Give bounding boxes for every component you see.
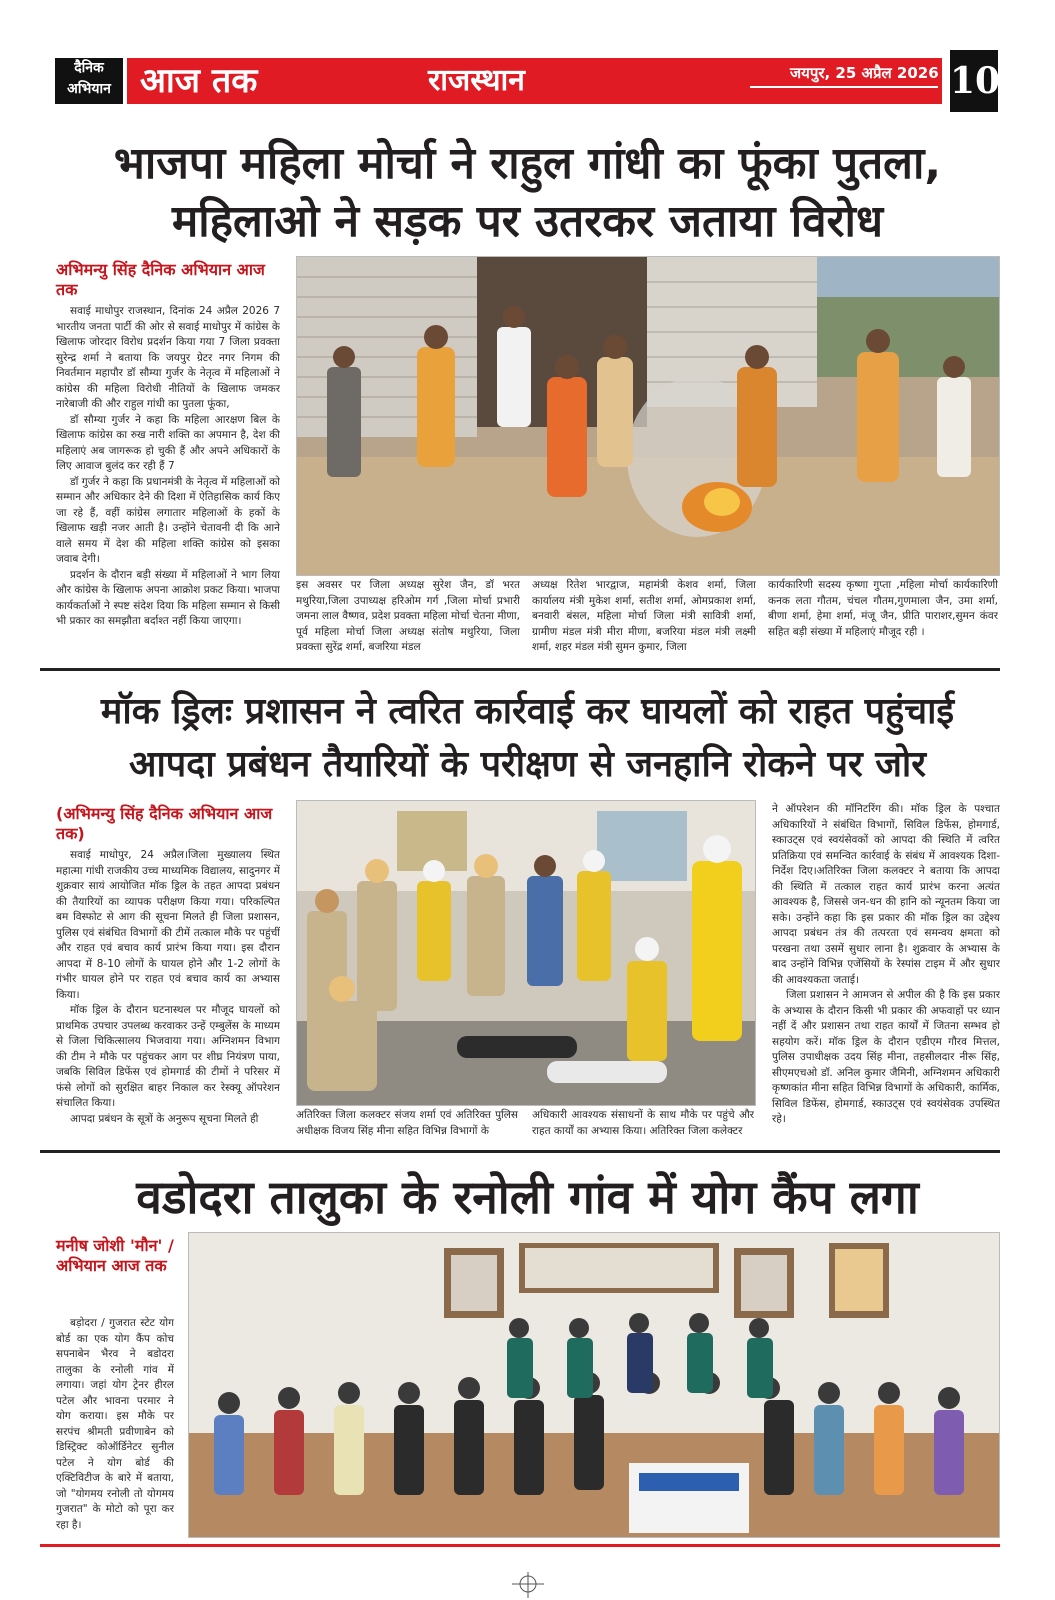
story1-headline-1: भाजपा महिला मोर्चा ने राहुल गांधी का फूंका पुतला, <box>113 138 942 189</box>
section-divider <box>40 668 1000 671</box>
section-title: राजस्थान <box>428 63 525 98</box>
story1-body <box>56 304 280 654</box>
story2-caption-b: अधिकारी आवश्यक संसाधनों के साथ मौके पर पहुंचे और राहत कार्यों का अभ्यास किया। अतिरिक्त जिला कलेक्टर <box>532 1109 754 1137</box>
story2-body <box>56 848 280 1141</box>
story3-para: बड़ोदरा / गुजरात स्टेट योग बोर्ड का एक योग कैंप कोच सपनाबेन भैरव ने बडोदरा तालुका के रनोली गांव में लगाया। जहां योग ट्रेनर हीरल पटेल और भावना परमार ने योग कराया। इस मौके पर सरपंच श्रीमती प्रवीणाबेन को डिस्ट्रिक्ट कोऑर्डिनेटर सुनील पटेल ने योग बोर्ड की एक्टिविटीज के बारे में बताया, जो "योगमय रनोली तो योगमय गुजरात" के मोटो को पूरा कर रहा है। <box>56 1317 174 1531</box>
story1-headline-2: महिलाओ ने सड़क पर उतरकर जताया विरोध <box>171 196 884 247</box>
crop-mark-icon <box>512 1568 544 1600</box>
dateline: जयपुर, 25 अप्रैल 2026 <box>790 64 939 82</box>
story2-headline-1: मॉक ड्रिलः प्रशासन ने त्वरित कार्रवाई कर घायलों को राहत पहुंचाई <box>100 691 955 732</box>
mock-drill-photo <box>296 800 756 1106</box>
paper-brand: आज तक <box>140 61 258 101</box>
story3-body <box>56 1316 174 1536</box>
story1-col-4: कार्यकारिणी सदस्य कृष्णा गुप्ता ,महिला मोर्चा कार्यकारिणी कनक लता गौतम, चंचल गौतम,गुणमाला जैन, उमा शर्मा, बीणा शर्मा, हेमा शर्मा, मंजू जैन, प्रीति पाराशर,सुमन कंवर सहित बड़ी संख्या में महिलाएं मौजूद रही । <box>768 579 998 638</box>
yoga-camp-photo <box>188 1232 1000 1538</box>
story2-para: सवाई माधोपुर, 24 अप्रैल।जिला मुख्यालय स्थित महात्मा गांधी राजकीय उच्च माध्यमिक विद्यालय, सादुनगर में शुक्रवार सायं आयोजित मॉक ड्रिल के तहत आपदा प्रबंधन की तैयारियों का व्यापक परीक्षण किया गया। परिकल्पित बम विस्फोट से आग की सूचना मिलते ही जिला प्रशासन, पुलिस एवं संबंधित विभागों की टीमें तत्काल मौके पर पहुंचीं और राहत एवं बचाव कार्य प्रारंभ किया गया। इस दौरान आपदा में 8-10 लोगों के घायल होने और 1-2 लोगों के गंभीर घायल होने पर राहत एवं बचाव कार्य का अभ्यास किया। <box>56 849 280 1001</box>
protest-photo <box>296 256 1000 576</box>
story1-para: डॉ गुर्जर ने कहा कि प्रधानमंत्री के नेतृत्व में महिलाओं को सम्मान और अधिकार देने की दिशा में ऐतिहासिक कार्य किए जा रहे हैं, वहीं कांग्रेस लगातार महिलाओं के हकों के खिलाफ खड़ी नजर आती है। उन्होंने चेतावनी दी कि आने वाले समय में देश की महिला शक्ति कांग्रेस को इसका जवाब देगी। <box>56 475 280 565</box>
story3-headline: वडोदरा तालुका के रनोली गांव में योग कैंप लगा <box>136 1170 919 1224</box>
story2-right-para: ने ऑपरेशन की मॉनिटरिंग की। मॉक ड्रिल के पश्चात अधिकारियों ने संबंधित विभागों, सिविल डिफेंस, होमगार्ड, स्काउट्स एवं स्वयंसेवकों को आपदा की स्थिति में त्वरित प्रतिक्रिया एवं समन्वित कार्रवाई के संबंध में आवश्यक दिशा-निर्देश दिए।अतिरिक्त जिला कलक्टर ने बताया कि आपदा की स्थिति में तत्काल राहत कार्य प्रारंभ करना अत्यंत आवश्यक है, जिससे जन-धन की हानि को न्यूनतम किया जा सके। उन्होंने कहा कि इस प्रकार की मॉक ड्रिल का उद्देश्य आपदा प्रबंधन तंत्र की तत्परता एवं समन्वय क्षमता को परखना तथा उसमें सुधार लाना है। शुक्रवार के अभ्यास के बाद उन्होंने विभिन्न एजेंसियों के रेस्पांस टाइम में और सुधार की आवश्यकता जताई। <box>772 803 1000 986</box>
story1-para: डॉ सौम्या गुर्जर ने कहा कि महिला आरक्षण बिल के खिलाफ कांग्रेस का रुख नारी शक्ति का अपमान है, देश की महिलाएं अब जागरूक हो चुकी हैं और अपने अधिकारों के लिए आवाज बुलंद कर रही हैं 7 <box>56 413 280 472</box>
story2-caption-a: अतिरिक्त जिला कलक्टर संजय शर्मा एवं अतिरिक्त पुलिस अधीक्षक विजय सिंह मीना सहित विभिन्न विभागों के <box>296 1109 518 1137</box>
story1-para: प्रदर्शन के दौरान बड़ी संख्या में महिलाओं ने भाग लिया और कांग्रेस के खिलाफ अपना आक्रोश प्रकट किया। भाजपा कार्यकर्ताओं ने स्पष्ट संदेश दिया कि महिला सम्मान से किसी भी प्रकार का समझौता बर्दाश्त नहीं किया जाएगा। <box>56 568 280 627</box>
story1-col-2: इस अवसर पर जिला अध्यक्ष सुरेश जैन, डॉ भरत मथुरिया,जिला उपाध्यक्ष हरिओम गर्ग ,जिला मोर्चा प्रभारी जमना लाल वैष्णव, प्रदेश प्रवक्ता महिला मोर्चा चेतना मीणा, पूर्व महिला मोर्चा जिला अध्यक्ष संतोष मथुरिया, जिला प्रवक्ता सुरेंद्र शर्मा, बजरिया मंडल <box>296 579 520 653</box>
story2-para: मॉक ड्रिल के दौरान घटनास्थल पर मौजूद घायलों को प्राथमिक उपचार उपलब्ध करवाकर उन्हें एम्बुलेंस के माध्यम से जिला चिकित्सालय भिजवाया गया। अग्निशमन विभाग की टीम ने मौके पर पहुंचकर आग पर शीघ्र नियंत्रण पाया, जबकि सिविल डिफेंस एवं होमगार्ड की टीमों ने परिसर में फंसे लोगों को सुरक्षित बाहर निकाल कर रेस्क्यू ऑपरेशन संचालित किया। <box>56 1004 280 1109</box>
section-divider <box>40 1150 1000 1153</box>
page-number: 10 <box>950 50 998 112</box>
story2-right-para: जिला प्रशासन ने आमजन से अपील की है कि इस प्रकार के अभ्यास के दौरान किसी भी प्रकार की अफवाहों पर ध्यान नहीं दें और प्रशासन तथा राहत कार्यों में जितना सम्भव हो सहयोग करें। मॉक ड्रिल के दौरान एडीएम गौरव मित्तल, पुलिस उपाधीक्षक उदय सिंह मीना, तहसीलदार नीरू सिंह, सीएमएचओ डॉ. अनिल कुमार जैमिनी, अग्निशमन अधिकारी कृष्णकांत मीना सहित विभिन्न विभागों के अधिकारी, कार्मिक, सिविल डिफेंस, होमगार्ड, स्काउट्स एवं स्वयंसेवक उपस्थित रहे। <box>772 989 1000 1125</box>
footer-rule <box>40 1544 1000 1547</box>
story1-para: सवाई माधोपुर राजस्थान, दिनांक 24 अप्रैल 2026 7 भारतीय जनता पार्टी की ओर से सवाई माधोपुर में कांग्रेस के खिलाफ जोरदार विरोध प्रदर्शन किया गया 7 जिला प्रवक्ता सुरेन्द्र शर्मा ने बताया कि जयपुर ग्रेटर नगर निगम की निवर्तमान महापौर डॉ सौम्या गुर्जर के नेतृत्व में महिलाओं ने कांग्रेस की महिला विरोधी नीतियों के खिलाफ जमकर नारेबाजी की और राहुल गांधी का पुतला फूंका, <box>56 305 280 410</box>
story2-byline: (अभिमन्यु सिंह दैनिक अभियान आज तक) <box>56 804 273 843</box>
story2-para: आपदा प्रबंधन के सूत्रों के अनुरूप सूचना मिलते ही <box>70 1112 259 1125</box>
story1-col-3: अध्यक्ष रितेश भारद्वाज, महामंत्री केशव शर्मा, जिला कार्यालय मंत्री मुकेश शर्मा, सतीश शर्मा, ओमप्रकाश शर्मा, बनवारी बंसल, महिला मोर्चा जिला मंत्री सावित्री शर्मा, ग्रामीण मंडल मंत्री मीरा मीणा, बजरिया मंडल मंत्री लक्ष्मी शर्मा, शहर मंडल मंत्री सुमन कुमार, जिला <box>532 579 756 653</box>
story2-right-column <box>772 802 1000 1140</box>
story2-headline-2: आपदा प्रबंधन तैयारियों के परीक्षण से जनहानि रोकने पर जोर <box>129 744 926 785</box>
story1-byline: अभिमन्यु सिंह दैनिक अभियान आज तक <box>56 260 265 299</box>
dateline-rule <box>750 86 938 88</box>
paper-small-logo: दैनिक अभियान <box>55 58 123 104</box>
story3-byline: मनीष जोशी 'मौन' / अभियान आज तक <box>56 1236 174 1275</box>
